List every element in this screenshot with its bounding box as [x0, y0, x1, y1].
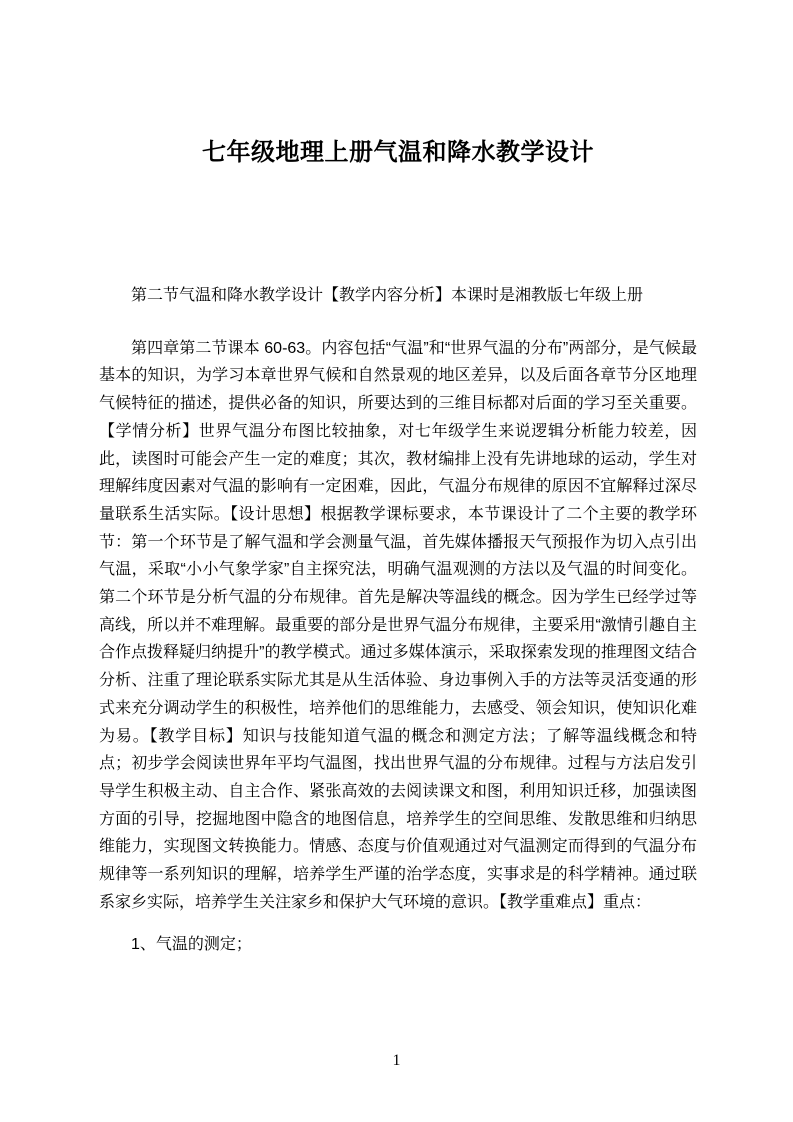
list-item-1: 1、气温的测定；: [131, 936, 252, 954]
document-content: [99, 0, 697, 959]
main-body-paragraph: 第四章第二节课本 60-63。内容包括“气温”和“世界气温的分布”两部分，是气候最基本的知识，为学习本章世界气候和自然景观的地区差异，以及后面各章节分区地理气候特征的描述，提供必备的知识，所要达到的三维目标都对后面的学习至关重要。【学情分析】世界气温分布图比较抽象，对七年级学生来说逻辑分析能力较差，因此，读图时可能会产生一定的难度；其次，教材编排上没有先讲地球的运动，学生对理解纬度因素对气温的影响有一定困难，因此，气温分布规律的原因不宜解释过深尽量联系生活实际。【设计思想】根据教学课标要求，本节课设计了二个主要的教学环节：第一个环节是了解气温和学会测量气温，首先媒体播报天气预报作为切入点引出气温，采取“小小气象学家”自主探究法，明确气温观测的方法以及气温的时间变化。第二个环节是分析气温的分布规律。首先是解决等温线的概念。因为学生已经学过等高线，所以并不难理解。最重要的部分是世界气温分布规律，主要采用“激情引趣自主合作点拨释疑归纳提升”的教学模式。通过多媒体演示，采取探索发现的推理图文结合分析、注重了理论联系实际尤其是从生活体验、身边事例入手的方法等灵活变通的形式来充分调动学生的积极性，培养他们的思维能力，去感受、领会知识，使知识化难为易。【教学目标】知识与技能知道气温的概念和测定方法；了解等温线概念和特点；初步学会阅读世界年平均气温图，找出世界气温的分布规律。过程与方法启发引导学生积极主动、自主合作、紧张高效的去阅读课文和图，利用知识迁移，加强读图方面的引导，挖掘地图中隐含的地图信息，培养学生的空间思维、发散思维和归纳思维能力，实现图文转换能力。情感、态度与价值观通过对气温测定而得到的气温分布规律等一系列知识的理解，培养学生严谨的治学态度，实事求是的科学精神。通过联系家乡实际，培养学生关注家乡和保护大气环境的意识。【教学重难点】重点：: [99, 339, 697, 911]
section-intro-paragraph: 第二节气温和降水教学设计【教学内容分析】本课时是湘教版七年级上册: [131, 287, 644, 304]
page-number: 1: [392, 1052, 401, 1069]
document-title: 七年级地理上册气温和降水教学设计: [202, 139, 594, 166]
